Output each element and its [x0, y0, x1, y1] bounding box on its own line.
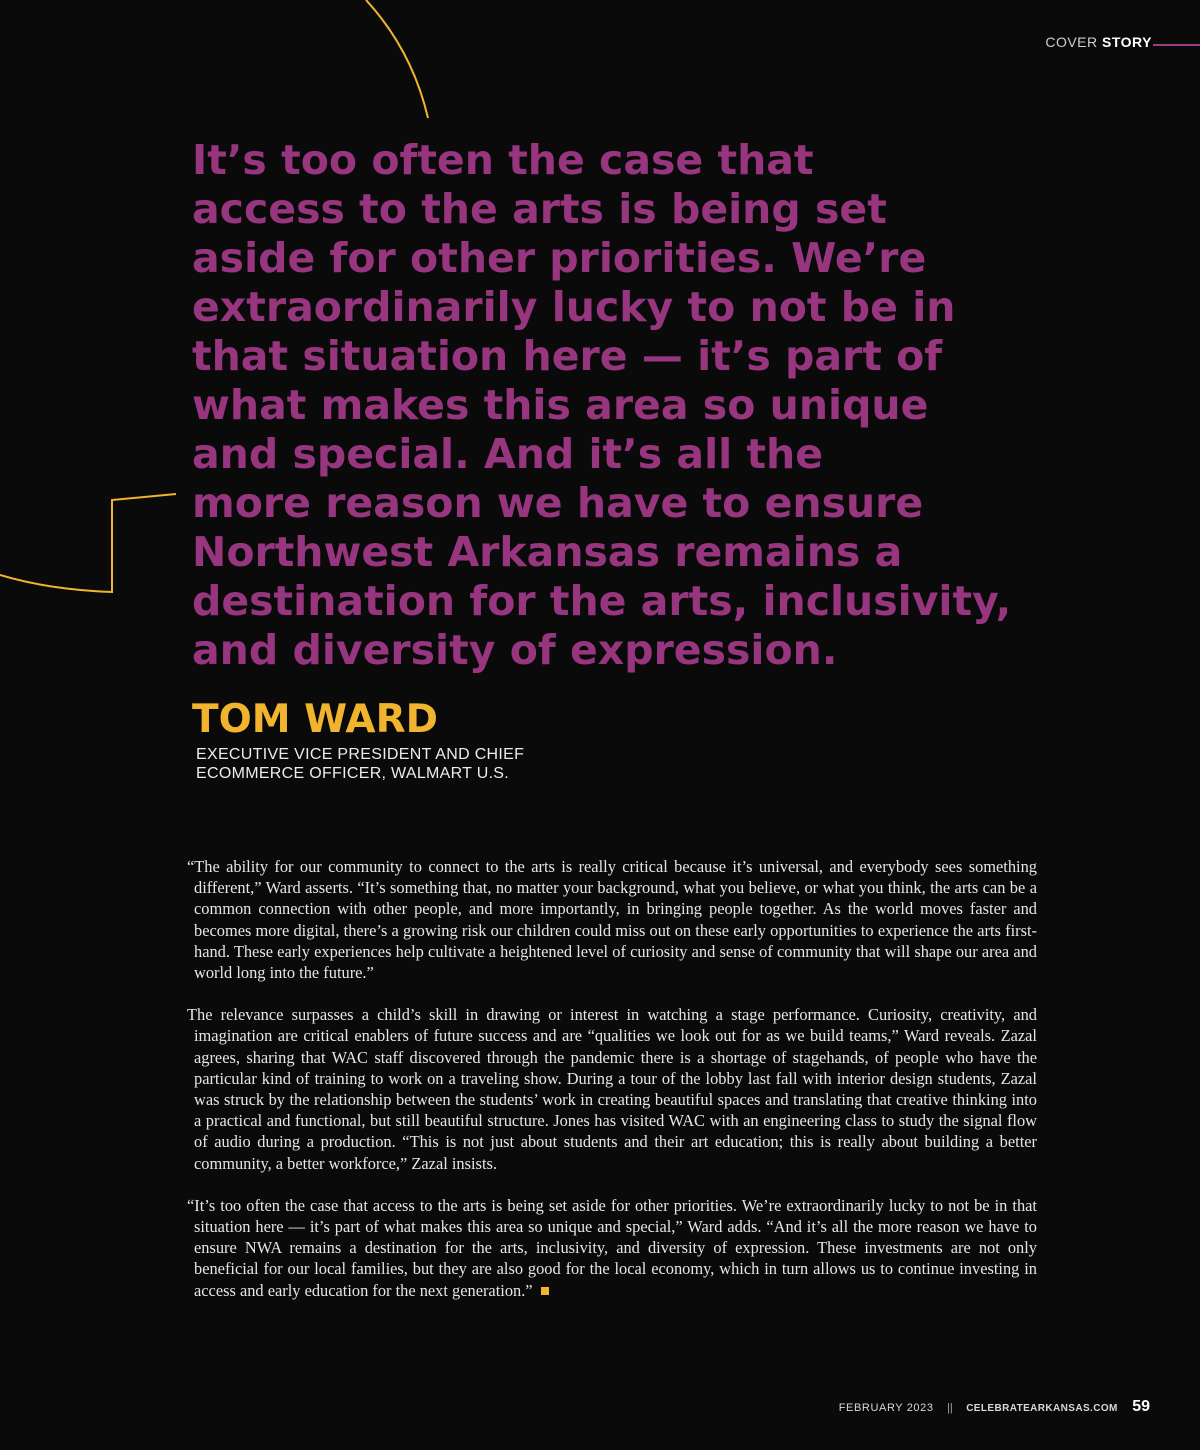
page-footer	[839, 1398, 1150, 1416]
pull-quote-line: It’s too often the case that	[192, 136, 814, 184]
body-paragraph-text: “It’s too often the case that access to the arts is being set aside for other priorities. We’re extraordinarily lucky to not be in that situation here — it’s part of what makes this area so unique and special,” Ward adds. “And it’s all the more reason we have to ensure NWA remains a destination for the arts, inclusivity, and diversity of expression. These investments are not only beneficial for our local families, but they are also good for the local economy, which in turn allows us to continue investing in access and early education for the next generation.”	[187, 1195, 1037, 1300]
article-body	[187, 856, 1037, 1322]
section-label-strong: STORY	[1102, 34, 1152, 50]
pull-quote-line: what makes this area so unique	[192, 381, 929, 429]
body-paragraph: “The ability for our community to connect to the arts is really critical because it’s universal, and everybody sees something different,” Ward asserts. “It’s something that, no matter your background, what you believe, or what you think, the arts can be a common connection with other people, and more importantly, in bringing people together. As the world moves faster and becomes more digital, there’s a growing risk our children could miss out on these early opportunities to experience the arts first-hand. These early experiences help cultivate a heightened level of curiosity and sense of community that will shape our area and world long into the future.”	[187, 857, 1037, 983]
footer-separator: ||	[947, 1402, 953, 1414]
pull-quote-line: aside for other priorities. We’re	[192, 234, 927, 282]
pull-quote-line: Northwest Arkansas remains a	[192, 528, 903, 576]
pull-quote-line: access to the arts is being set	[192, 185, 887, 233]
section-label-light: COVER	[1045, 34, 1098, 50]
pull-quote	[192, 136, 1092, 675]
pull-quote-line: and special. And it’s all the	[192, 430, 824, 478]
pull-quote-line: destination for the arts, inclusivity,	[192, 577, 1012, 625]
body-paragraph-last	[187, 1195, 1037, 1301]
issue-date: FEBRUARY 2023	[838, 1402, 934, 1414]
pull-quote-line: and diversity of expression.	[192, 626, 838, 674]
attribution-title-line: ECOMMERCE OFFICER, WALMART U.S.	[196, 765, 510, 782]
pull-quote-line: extraordinarily lucky to not be in	[192, 283, 956, 331]
end-of-article-square-icon	[541, 1287, 549, 1295]
pull-quote-line: that situation here — it’s part of	[192, 332, 943, 380]
page-number: 59	[1132, 1398, 1150, 1415]
section-rule	[1153, 44, 1200, 46]
pull-quote-line: more reason we have to ensure	[192, 479, 924, 527]
attribution-name: TOM WARD	[192, 697, 438, 742]
website-url: CELEBRATEARKANSAS.COM	[966, 1403, 1118, 1414]
body-paragraph: The relevance surpasses a child’s skill in drawing or interest in watching a stage performance. Curiosity, creativity, and imagination are critical enablers of future success and are “qualities we look out for as we build teams,” Ward reveals. Zazal agrees, sharing that WAC staff discovered through the pandemic there is a shortage of stagehands, of people who have the particular kind of training to work on a traveling show. During a tour of the lobby last fall with interior design students, Zazal was struck by the relationship between the students’ work in creating beautiful spaces and translating that creative thinking into a practical and functional, but still beautiful structure. Jones has visited WAC with an engineering class to study the signal flow of audio during a production. “This is not just about students and their art education; this is really about building a better community, a better workforce,” Zazal insists.	[187, 1005, 1037, 1173]
attribution-title-line: EXECUTIVE VICE PRESIDENT AND CHIEF	[196, 746, 525, 763]
section-label	[1045, 34, 1152, 50]
attribution-title	[196, 745, 524, 783]
